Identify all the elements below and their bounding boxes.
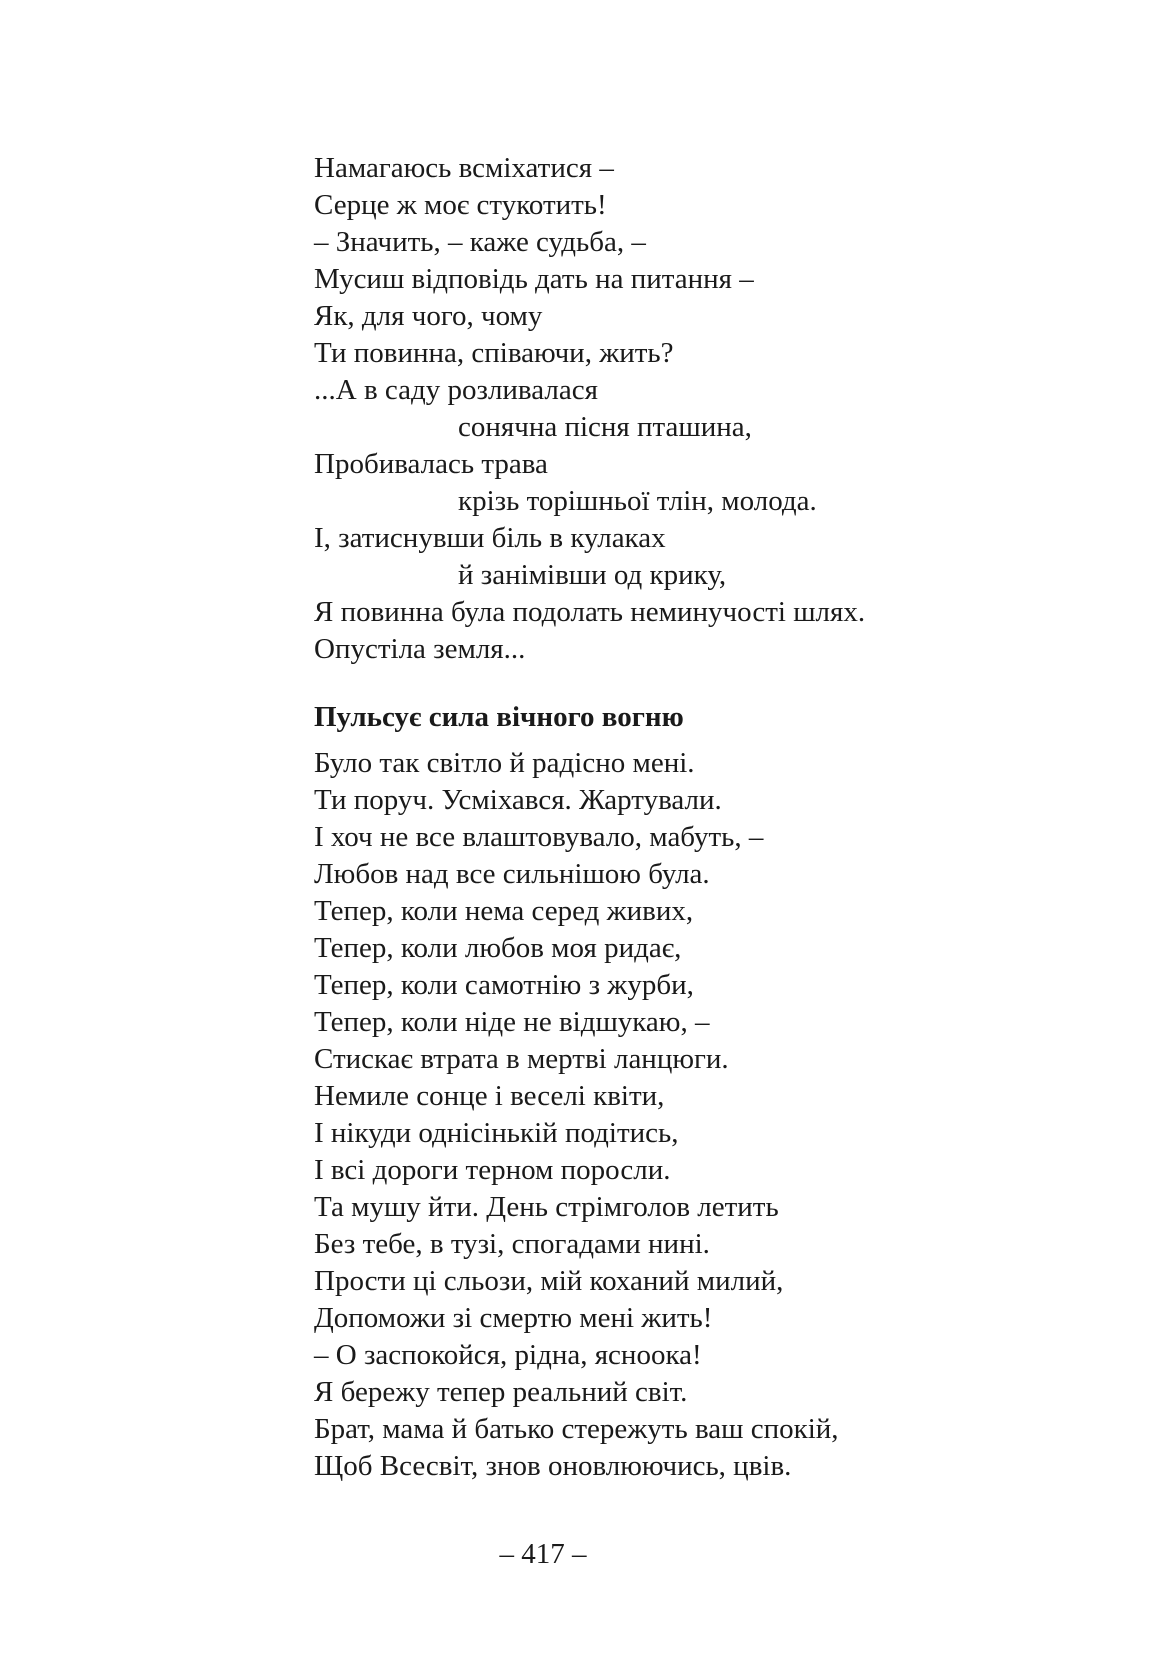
poem-line-indented: й занімівши од крику, [458, 559, 727, 591]
poem-line: Прости ці сльози, мій коханий милий, [314, 1265, 784, 1297]
poem-line: Ти повинна, співаючи, жить? [314, 337, 674, 369]
poem-line: Як, для чого, чому [314, 300, 543, 332]
poem-line: Було так світло й радісно мені. [314, 747, 695, 779]
poem-line: Я повинна була подолать неминучості шлях. [314, 596, 866, 628]
poem-line: Тепер, коли самотнію з журби, [314, 969, 694, 1001]
poem-line: Намагаюсь всміхатися – [314, 152, 614, 184]
poem-body [314, 745, 1034, 1485]
page-number: – 417 – [499, 1538, 587, 1570]
poem-line: – О заспокойся, рідна, ясноока! [314, 1339, 702, 1371]
poem-line: Тепер, коли любов моя ридає, [314, 932, 682, 964]
poem-line: Тепер, коли ніде не відшукаю, – [314, 1006, 710, 1038]
poem-line: – Значить, – каже судьба, – [314, 226, 646, 258]
poem-line: Пробивалась трава [314, 448, 548, 480]
poem-line: Брат, мама й батько стережуть ваш спокій, [314, 1413, 839, 1445]
poem-line: Тепер, коли нема серед живих, [314, 895, 694, 927]
poem-line: Щоб Всесвіт, знов оновлюючись, цвів. [314, 1450, 792, 1482]
poem-continuation [314, 150, 1034, 668]
poem-line: Без тебе, в тузі, спогадами нині. [314, 1228, 710, 1260]
poem-line: Ти поруч. Усміхався. Жартували. [314, 784, 722, 816]
poem-line: Та мушу йти. День стрімголов летить [314, 1191, 779, 1223]
poem-line: Серце ж моє стукотить! [314, 189, 607, 221]
poem-line: ...А в саду розливалася [314, 374, 598, 406]
poem-line: Я бережу тепер реальний світ. [314, 1376, 688, 1408]
poem-line: І, затиснувши біль в кулаках [314, 522, 666, 554]
poem-title: Пульсує сила вічного вогню [314, 701, 684, 733]
poem-line: Допоможи зі смертю мені жить! [314, 1302, 713, 1334]
poem-line: І всі дороги терном поросли. [314, 1154, 671, 1186]
poem-line: Немиле сонце і веселі квіти, [314, 1080, 665, 1112]
poem-line-indented: крізь торішньої тлін, молода. [458, 485, 817, 517]
poem-line: І нікуди однісінькій подітись, [314, 1117, 679, 1149]
poem-line: Мусиш відповідь дать на питання – [314, 263, 754, 295]
poem-line: Стискає втрата в мертві ланцюги. [314, 1043, 729, 1075]
poem-line: Любов над все сильнішою була. [314, 858, 710, 890]
poem-line: І хоч не все влаштовувало, мабуть, – [314, 821, 764, 853]
poem-line-indented: сонячна пісня пташина, [458, 411, 752, 443]
poem-line: Опустіла земля... [314, 633, 526, 665]
